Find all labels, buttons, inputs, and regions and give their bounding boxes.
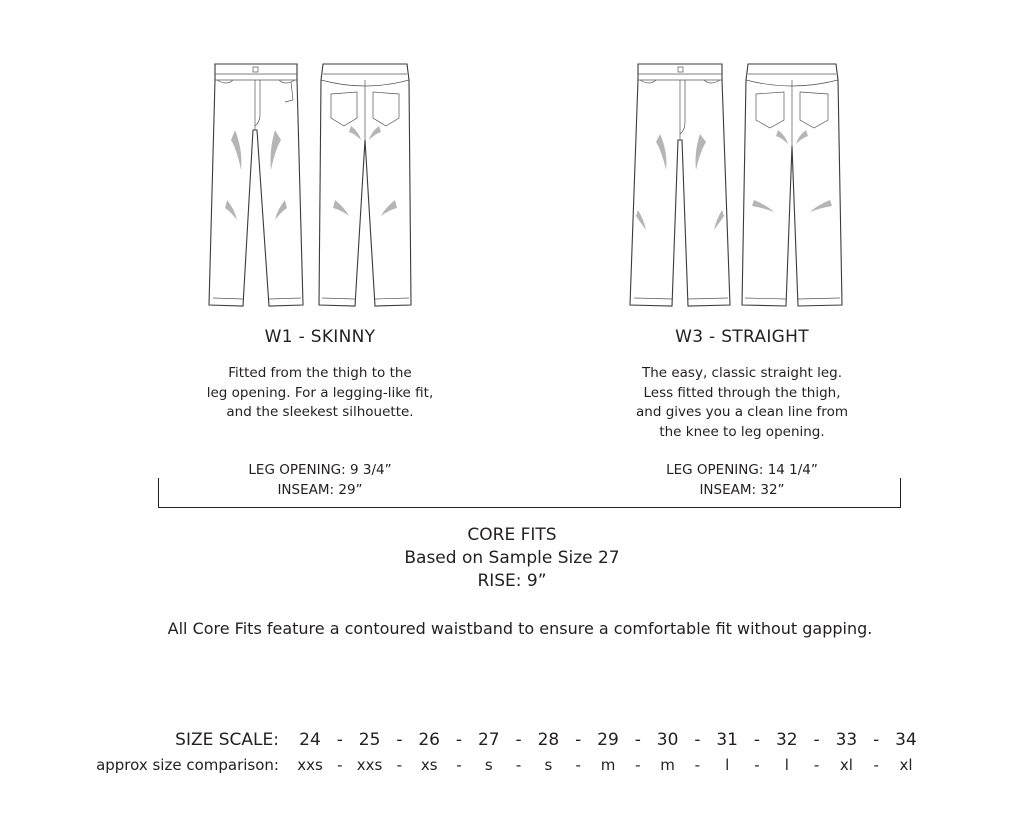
size-separator: - bbox=[813, 756, 820, 774]
size-separator: - bbox=[515, 756, 522, 774]
inseam: INSEAM: 29” bbox=[277, 482, 363, 498]
size-separator: - bbox=[575, 756, 581, 774]
size-separator: - bbox=[456, 756, 462, 774]
description-line: The easy, classic straight leg. bbox=[641, 365, 843, 381]
size-scale-label: SIZE SCALE: bbox=[175, 730, 279, 750]
size-separator: - bbox=[575, 730, 582, 750]
leg-opening: LEG OPENING: 14 1/4” bbox=[666, 462, 818, 478]
size-comparison: xxs bbox=[297, 756, 323, 774]
skinny-jeans-front-icon bbox=[205, 60, 305, 310]
size-value: 24 bbox=[299, 730, 321, 750]
fit-title-straight: W3 - STRAIGHT bbox=[675, 327, 809, 347]
size-separator: - bbox=[515, 730, 522, 750]
core-fits-title: CORE FITS bbox=[467, 525, 557, 545]
size-comparison: xl bbox=[839, 756, 853, 774]
size-separator: - bbox=[635, 756, 641, 774]
size-separator: - bbox=[336, 730, 343, 750]
size-comparison: s bbox=[484, 756, 493, 774]
skinny-jeans-back-icon bbox=[315, 60, 415, 310]
size-scale-row bbox=[0, 730, 1024, 754]
size-value: 27 bbox=[477, 730, 500, 750]
size-comparison-label: approx size comparison: bbox=[96, 756, 279, 774]
core-fits-feature: All Core Fits feature a contoured waistband to ensure a comfortable fit without gapping. bbox=[167, 619, 873, 638]
core-fits-bracket bbox=[158, 478, 901, 508]
description-line: Less fitted through the thigh, bbox=[643, 384, 841, 401]
size-value: 29 bbox=[597, 730, 619, 750]
size-comparison: xxs bbox=[356, 756, 383, 774]
size-comparison: l bbox=[725, 756, 730, 774]
description-line: and the sleekest silhouette. bbox=[226, 404, 414, 420]
size-separator: - bbox=[694, 730, 701, 750]
size-comparison: m bbox=[660, 756, 675, 774]
fit-title-skinny: W1 - SKINNY bbox=[264, 327, 376, 347]
straight-jeans-front-icon bbox=[628, 60, 732, 310]
size-value: 28 bbox=[537, 730, 560, 750]
core-fits-sample: Based on Sample Size 27 bbox=[404, 548, 620, 568]
description-line: leg opening. For a legging-like fit, bbox=[206, 384, 434, 401]
size-separator: - bbox=[396, 730, 403, 750]
fit-description-straight bbox=[592, 364, 892, 442]
fit-description-skinny bbox=[170, 364, 470, 423]
description-line: and gives you a clean line from bbox=[636, 404, 848, 420]
size-value: 31 bbox=[716, 730, 739, 750]
leg-opening: LEG OPENING: 9 3/4” bbox=[248, 462, 392, 478]
size-separator: - bbox=[634, 730, 641, 750]
size-comparison: m bbox=[600, 756, 616, 774]
size-value: 32 bbox=[775, 730, 798, 750]
size-value: 34 bbox=[895, 730, 917, 750]
size-comparison-row bbox=[0, 756, 1024, 780]
description-line: the knee to leg opening. bbox=[659, 423, 825, 440]
size-value: 33 bbox=[835, 730, 858, 750]
size-separator: - bbox=[873, 756, 879, 774]
size-separator: - bbox=[396, 756, 403, 774]
size-comparison: xs bbox=[420, 756, 438, 774]
size-value: 30 bbox=[656, 730, 679, 750]
core-fits-block bbox=[312, 524, 712, 593]
size-value: 26 bbox=[418, 730, 441, 750]
size-separator: - bbox=[813, 730, 820, 750]
size-comparison: s bbox=[544, 756, 553, 774]
size-separator: - bbox=[754, 756, 760, 774]
core-fits-rise: RISE: 9” bbox=[477, 571, 547, 591]
straight-jeans-back-icon bbox=[740, 60, 844, 310]
size-separator: - bbox=[694, 756, 701, 774]
size-value: 25 bbox=[358, 730, 381, 750]
size-comparison: xl bbox=[899, 756, 913, 774]
size-comparison: l bbox=[784, 756, 789, 774]
size-separator: - bbox=[337, 756, 343, 774]
inseam: INSEAM: 32” bbox=[699, 482, 785, 498]
size-separator: - bbox=[873, 730, 880, 750]
description-line: Fitted from the thigh to the bbox=[228, 365, 412, 381]
size-separator: - bbox=[455, 730, 463, 750]
size-separator: - bbox=[753, 730, 761, 750]
